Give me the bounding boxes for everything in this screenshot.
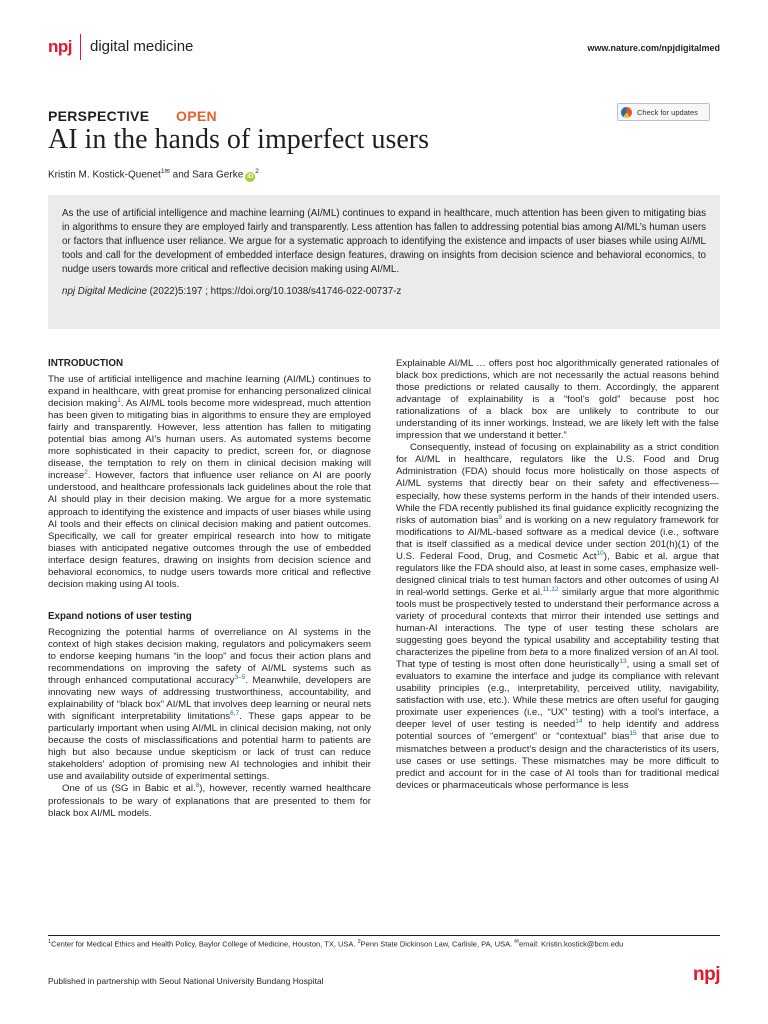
citation-doi[interactable]: (2022)5:197 ; https://doi.org/10.1038/s41746-022-00737-z (146, 285, 402, 297)
reference-link[interactable]: 2 (84, 469, 88, 477)
subsection-heading: Expand notions of user testing (48, 610, 192, 622)
abstract-text: As the use of artificial intelligence and machine learning (AI/ML) continues to expand in healthcare, much attention has been given to mitigating bias in algorithms to ensure they are employed fairly and transparently. Less attention has fallen to addressing potential bias among AI/ML’s human users or factors that influence user reliance. We argue for a systematic approach to identifying the existence and impacts of user biases while using AI/ML tools and call for the development of embedded interface design features, drawing on insights from decision science and behavioral economics, to nudge users towards more critical and reflective decision making using AI/ML. (62, 208, 706, 275)
reference-link[interactable]: 1 (117, 396, 121, 404)
check-for-updates-button[interactable] (617, 103, 710, 121)
author-affiliation-marker[interactable]: 2 (255, 168, 259, 175)
author-list (48, 167, 259, 182)
article-type-label: PERSPECTIVE (48, 108, 150, 124)
logo-divider (80, 34, 81, 60)
publisher-partnership-note: Published in partnership with Seoul National University Bundang Hospital (48, 976, 324, 986)
reference-link[interactable]: 8 (195, 782, 200, 790)
reference-link[interactable]: 13 (619, 657, 627, 665)
reference-link[interactable]: 10 (596, 549, 604, 557)
footnote-divider (48, 935, 720, 936)
journal-name: digital medicine (90, 38, 194, 55)
check-for-updates-label: Check for updates (637, 107, 698, 117)
reference-link[interactable]: 15 (629, 730, 637, 738)
journal-url-link[interactable]: www.nature.com/npjdigitalmed (587, 43, 720, 53)
author-name[interactable]: Kristin M. Kostick-Quenet (48, 169, 161, 181)
crossmark-icon (621, 107, 632, 118)
reference-link[interactable]: 14 (575, 718, 583, 726)
affiliations-footnote: $^1$Center for Medical Ethics and Health Policy, Baylor College of Medicine, Houston, TX, USA. $^2$Penn State Dickinson Law, Carlisle, PA, USA. ✉email: Kristin.kostick@bcm.edu (48, 939, 624, 949)
reference-link[interactable]: 6,7 (230, 709, 240, 717)
reference-link[interactable]: 9 (498, 513, 502, 521)
body-paragraph: Consequently, instead of focusing on explainability as a strict condition for AI/ML in healthcare, regulators like the U.S. Food and Drug Administration (FDA) should focus more holistically on those aspects of AI/ML systems that directly bear on their safety and effectiveness—especially, how these systems perform in the hands of their intended users. While the FDA recently published its final guidance explicitly recognizing the risks of automation bias$^9$ and is working on a new regulatory framework for modifications to AI/ML-based software as a medical device (i.e., software that is itself classified as a medical device under section 201(h)(1) of the U.S. Federal Food, Drug, and Cosmetic Act$^{10}$), Babic et al. argue that regulators like the FDA should also, at least in some cases, emphasize well-designed clinical trials to test human factors and other outcomes of using AI in real-world settings. Gerke et al.$^{11,12}$ similarly argue that more algorithmic tools must be prospectively tested to understand their performance across a variety of procedural contexts that mirror their intended use settings and human-AI interactions. The type of user testing these scholars are suggesting goes beyond the typical usability and acceptability testing that characterizes the pipeline from beta to a more finalized version of an AI tool. That type of testing is most often done heuristically$^{13}$, using a small set of evaluators to examine the interface and judge its compliance with relevant usability principles (e.g., interpretability, perceived utility, navigability, satisfaction with use, etc.). While these metrics are often useful for gauging proximate user experiences (i.e., “UX” testing) with a tool’s interface, a deeper level of user testing is needed$^{14}$ to help identify and address potential sources of “emergent” or “contextual” bias$^{15}$ that arise due to mismatches between a product’s design and the characteristics of its users, use cases or use settings. These mismatches may be more difficult to predict and account for in the case of AI tools than for traditional medical devices or pharmaceuticals whose performance is less (396, 442, 720, 791)
journal-citation-name: npj Digital Medicine (62, 285, 147, 297)
body-paragraph: One of us (SG in Babic et al.$^8$), however, recently warned healthcare professionals to be wary of explanations that are presented to them for black box AI/ML models. (48, 782, 371, 819)
open-access-label: OPEN (176, 108, 217, 124)
abstract-box (48, 195, 720, 329)
body-column-left (48, 358, 371, 820)
author-email-link[interactable]: email: Kristin.kostick@bcm.edu (518, 939, 624, 949)
author-separator: and (169, 169, 193, 181)
article-citation (62, 285, 706, 299)
article-title: AI in the hands of imperfect users (48, 124, 429, 155)
body-paragraph: The use of artificial intelligence and machine learning (AI/ML) continues to expand in healthcare, with great promise for enhancing personalized clinical decision making$^1$. As AI/ML tools become more widespread, much attention has been given to mitigating bias in algorithms to ensure they are employed fairly and transparently. However, less attention has fallen to mitigating potential bias among AI’s human users. As automated systems become more sophisticated in their capacity to predict, screen for, or diagnose disease, the temptation to rely on them in clinical decision making will increase$^2$. However, factors that influence user reliance on AI are poorly understood, and healthcare professionals lack guidelines about the role that AI should play in their decision making. We argue for a more systematic approach to identifying the existence and impacts of user biases while using AI tools and their effects on clinical decision making and patient outcomes. Specifically, we call for greater empirical research into how to mitigate biases with anticipated negative outcomes through the use of embedded interface design features, drawing on insights from decision science and behavioral economics, to nudge users towards more critical and reflective decision making using AI tools. (48, 374, 371, 590)
body-paragraph: Recognizing the potential harms of overreliance on AI systems in the context of high stakes decision making, regulators and policymakers seem to endorse keeping humans “in the loop” and focus their action plans and recommendations on improving the safety of AI/ML systems such as through enhanced computational accuracy$^{3-5}$. Meanwhile, developers are innovating new ways of addressing trustworthiness, accountability, and explainability of “black box” AI/ML that involves deep learning or neural nets with significant interpretability limitations$^{6,7}$. These gaps appear to be particularly important when using AI/ML in clinical decision making, not only because the costs of misclassifications and potential harm to patients are high but also because undue skepticism or lack of trust can reduce stakeholders’ adoption of promising new AI technologies and inhibit their use and availability outside of experimental settings. (48, 626, 371, 783)
body-column-right (396, 358, 719, 792)
author-affiliation-marker[interactable]: 1✉ (160, 168, 170, 175)
reference-link[interactable]: 11,12 (542, 585, 559, 593)
block-quote: Explainable AI/ML … offers post hoc algorithmically generated rationales of black box predictions, which are not necessarily the actual reasons behind those predictions or related causally to them. Accordingly, the apparent advantage of explainability is a “fool’s gold” because post hoc rationalizations of a black box are unlikely to contribute to our understanding of its inner workings. Instead, we are likely left with the false impression that we understand it better.” (396, 358, 719, 442)
author-name[interactable]: Sara Gerke (192, 169, 244, 181)
section-heading: INTRODUCTION (48, 358, 124, 369)
npj-logo: npj (48, 37, 72, 56)
npj-footer-logo: npj (693, 964, 720, 985)
orcid-icon[interactable]: iD (247, 174, 254, 181)
reference-link[interactable]: 3–5 (234, 673, 246, 681)
